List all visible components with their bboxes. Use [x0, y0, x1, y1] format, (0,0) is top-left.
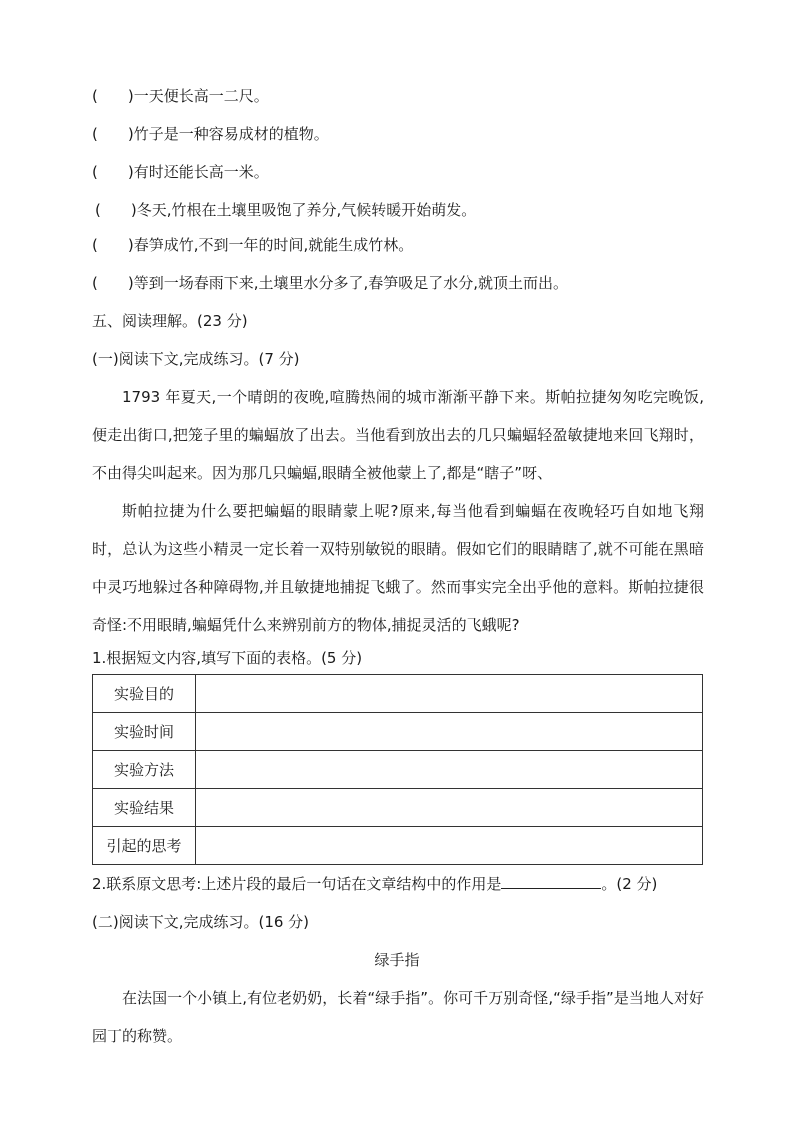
table-row [93, 751, 703, 789]
ordering-item-6: ( )等到一场春雨下来,土壤里水分多了,春笋吸足了水分,就顶土而出。 [92, 274, 569, 292]
table-row [93, 675, 703, 713]
passage2-paragraph-1: 在法国一个小镇上,有位老奶奶，长着“绿手指”。你可千万别奇怪,“绿手指”是当地人对好园丁的称赞。 [92, 989, 704, 1045]
question-2 [92, 874, 657, 894]
table-row-label: 引起的思考 [93, 827, 196, 865]
passage1-paragraph-1: 1793 年夏天,一个晴朗的夜晚,喧腾热闹的城市渐渐平静下来。斯帕拉捷匆匆吃完晚饭,便走出街口,把笼子里的蝙蝠放了出去。当他看到放出去的几只蝙蝠轻盈敏捷地来回飞翔时，不由得尖叫起来。因为那几只蝙蝠,眼睛全被他蒙上了,都是“瞎子”呀、 [92, 388, 704, 482]
part1-heading: (一)阅读下文,完成练习。(7 分) [92, 350, 300, 368]
question-2-text: 2.联系原文思考:上述片段的最后一句话在文章结构中的作用是 [92, 875, 502, 893]
table-row-label: 实验方法 [93, 751, 196, 789]
table-row-label: 实验结果 [93, 789, 196, 827]
answer-blank[interactable] [501, 874, 601, 889]
part2-heading: (二)阅读下文,完成练习。(16 分) [92, 913, 310, 931]
table-row [93, 713, 703, 751]
table-row-label: 实验目的 [93, 675, 196, 713]
passage1-paragraph-2: 斯帕拉捷为什么要把蝙蝠的眼睛蒙上呢?原来,每当他看到蝙蝠在夜晚轻巧自如地飞翔时，总认为这些小精灵一定长着一双特别敏锐的眼睛。假如它们的眼睛瞎了,就不可能在黑暗中灵巧地躲过各种障碍物,并且敏捷地捕捉飞蛾了。然而事实完全出乎他的意料。斯帕拉捷很奇怪:不用眼睛,蝙蝠凭什么来辨别前方的物体,捕捉灵活的飞蛾呢? [92, 502, 704, 634]
experiment-table [92, 674, 703, 865]
answer-cell[interactable] [196, 827, 703, 865]
ordering-item-1: ( )一天便长高一二尺。 [92, 87, 269, 105]
table-row-label: 实验时间 [93, 713, 196, 751]
answer-cell[interactable] [196, 789, 703, 827]
section-heading: 五、阅读理解。(23 分) [92, 312, 248, 330]
question-1: 1.根据短文内容,填写下面的表格。(5 分) [92, 649, 363, 667]
ordering-item-2: ( )竹子是一种容易成材的植物。 [92, 125, 329, 143]
passage2-title: 绿手指 [374, 951, 420, 969]
answer-cell[interactable] [196, 751, 703, 789]
answer-cell[interactable] [196, 675, 703, 713]
question-2-score: 。(2 分) [601, 875, 658, 893]
ordering-item-5: ( )春笋成竹,不到一年的时间,就能生成竹林。 [92, 236, 414, 254]
ordering-item-4: ( )冬天,竹根在土壤里吸饱了养分,气候转暖开始萌发。 [95, 201, 477, 219]
table-row [93, 827, 703, 865]
answer-cell[interactable] [196, 713, 703, 751]
ordering-item-3: ( )有时还能长高一米。 [92, 163, 269, 181]
table-row [93, 789, 703, 827]
